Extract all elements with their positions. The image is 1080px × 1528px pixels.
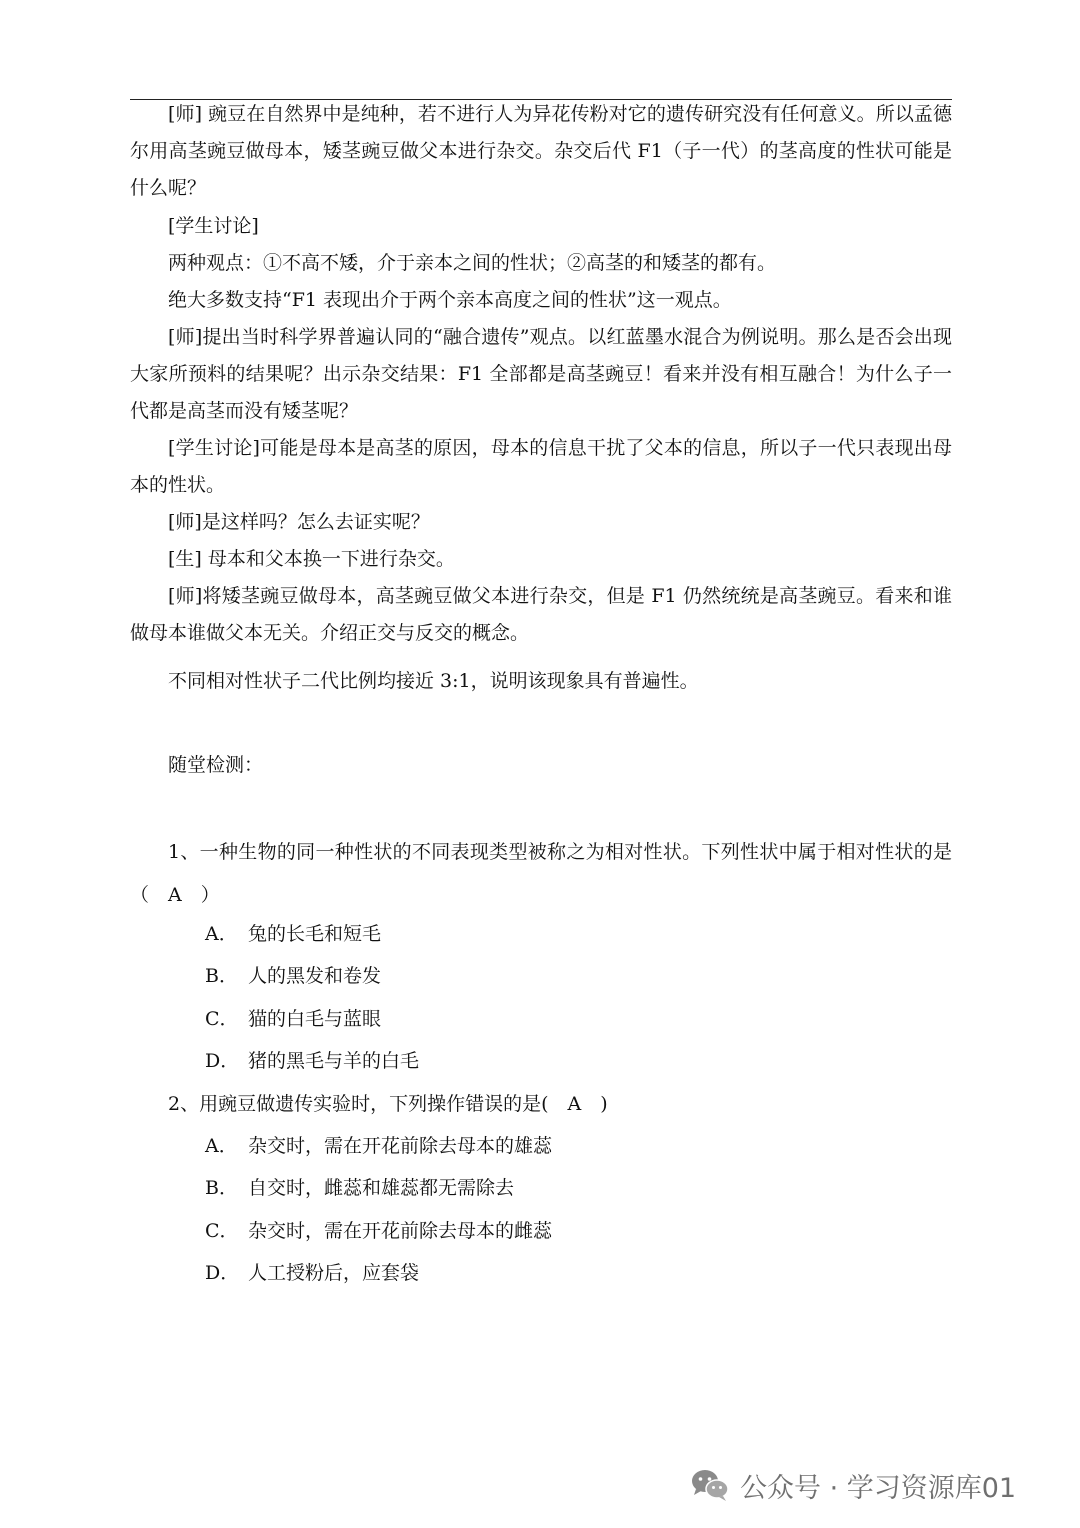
option-letter: A． [205, 923, 238, 945]
question-2-option-b [205, 1170, 514, 1207]
option-letter: C． [205, 1008, 239, 1030]
question-1-stem: 1、一种生物的同一种性状的不同表现类型被称之为相对性状。下列性状中属于相对性状的是（ A ） [130, 841, 952, 906]
option-text: 杂交时，需在开花前除去母本的雄蕊 [248, 1135, 553, 1157]
question-2-stem: 2、用豌豆做遗传实验时，下列操作错误的是( A ) [168, 1093, 608, 1115]
option-text: 人工授粉后，应套袋 [248, 1262, 420, 1284]
option-text: 兔的长毛和短毛 [248, 923, 382, 945]
option-letter: D． [205, 1262, 240, 1284]
question-1-option-d [205, 1043, 419, 1080]
question-2-option-a [205, 1128, 552, 1165]
watermark [690, 1462, 1016, 1508]
paragraph-student-discussion-label: [学生讨论] [168, 215, 259, 237]
option-text: 自交时，雌蕊和雄蕊都无需除去 [248, 1177, 515, 1199]
option-text: 猪的黑毛与羊的白毛 [248, 1050, 420, 1072]
paragraph-blending-inheritance: [师]提出当时科学界普遍认同的“融合遗传”观点。以红蓝墨水混合为例说明。那么是否会出现大家所预料的结果呢？出示杂交结果：F1 全部都是高茎豌豆！看来并没有相互融合！为什么子一代都是高茎而没有矮茎呢？ [130, 326, 952, 422]
option-letter: C． [205, 1220, 239, 1242]
option-letter: A． [205, 1135, 238, 1157]
question-1-option-c [205, 1001, 381, 1038]
watermark-text: 公众号 · 学习资源库01 [740, 1472, 1017, 1504]
question-1-option-a [205, 916, 381, 953]
paragraph-teacher-question: [师]是这样吗？怎么去证实呢？ [168, 511, 430, 533]
option-text: 猫的白毛与蓝眼 [248, 1008, 382, 1030]
option-letter: B． [205, 965, 238, 987]
option-text: 人的黑发和卷发 [248, 965, 382, 987]
option-text: 杂交时，需在开花前除去母本的雌蕊 [248, 1220, 553, 1242]
option-letter: D． [205, 1050, 240, 1072]
paragraph-ratio-conclusion: 不同相对性状子二代比例均接近 3:1，说明该现象具有普遍性。 [168, 670, 699, 692]
question-2-option-d [205, 1255, 419, 1292]
wechat-icon [690, 1468, 730, 1502]
paragraph-reciprocal-cross: [师]将矮茎豌豆做母本，高茎豌豆做父本进行杂交，但是 F1 仍然统统是高茎豌豆。看来和谁做母本谁做父本无关。介绍正交与反交的概念。 [130, 585, 952, 644]
option-letter: B． [205, 1177, 238, 1199]
section-title-quiz: 随堂检测： [168, 754, 264, 776]
paragraph-teacher-intro: [师] 豌豆在自然界中是纯种，若不进行人为异花传粉对它的遗传研究没有任何意义。所以孟德尔用高茎豌豆做母本，矮茎豌豆做父本进行杂交。杂交后代 F1（子一代）的茎高度的性状可能是什么呢？ [130, 103, 952, 199]
paragraph-student-answer: [生] 母本和父本换一下进行杂交。 [168, 548, 455, 570]
question-2-option-c [205, 1213, 552, 1250]
question-1-option-b [205, 958, 381, 995]
paragraph-majority-view: 绝大多数支持“F1 表现出介于两个亲本高度之间的性状”这一观点。 [168, 289, 732, 311]
paragraph-student-hypothesis: [学生讨论]可能是母本是高茎的原因，母本的信息干扰了父本的信息，所以子一代只表现出母本的性状。 [130, 437, 952, 496]
paragraph-two-views: 两种观点：①不高不矮，介于亲本之间的性状；②高茎的和矮茎的都有。 [168, 252, 777, 274]
